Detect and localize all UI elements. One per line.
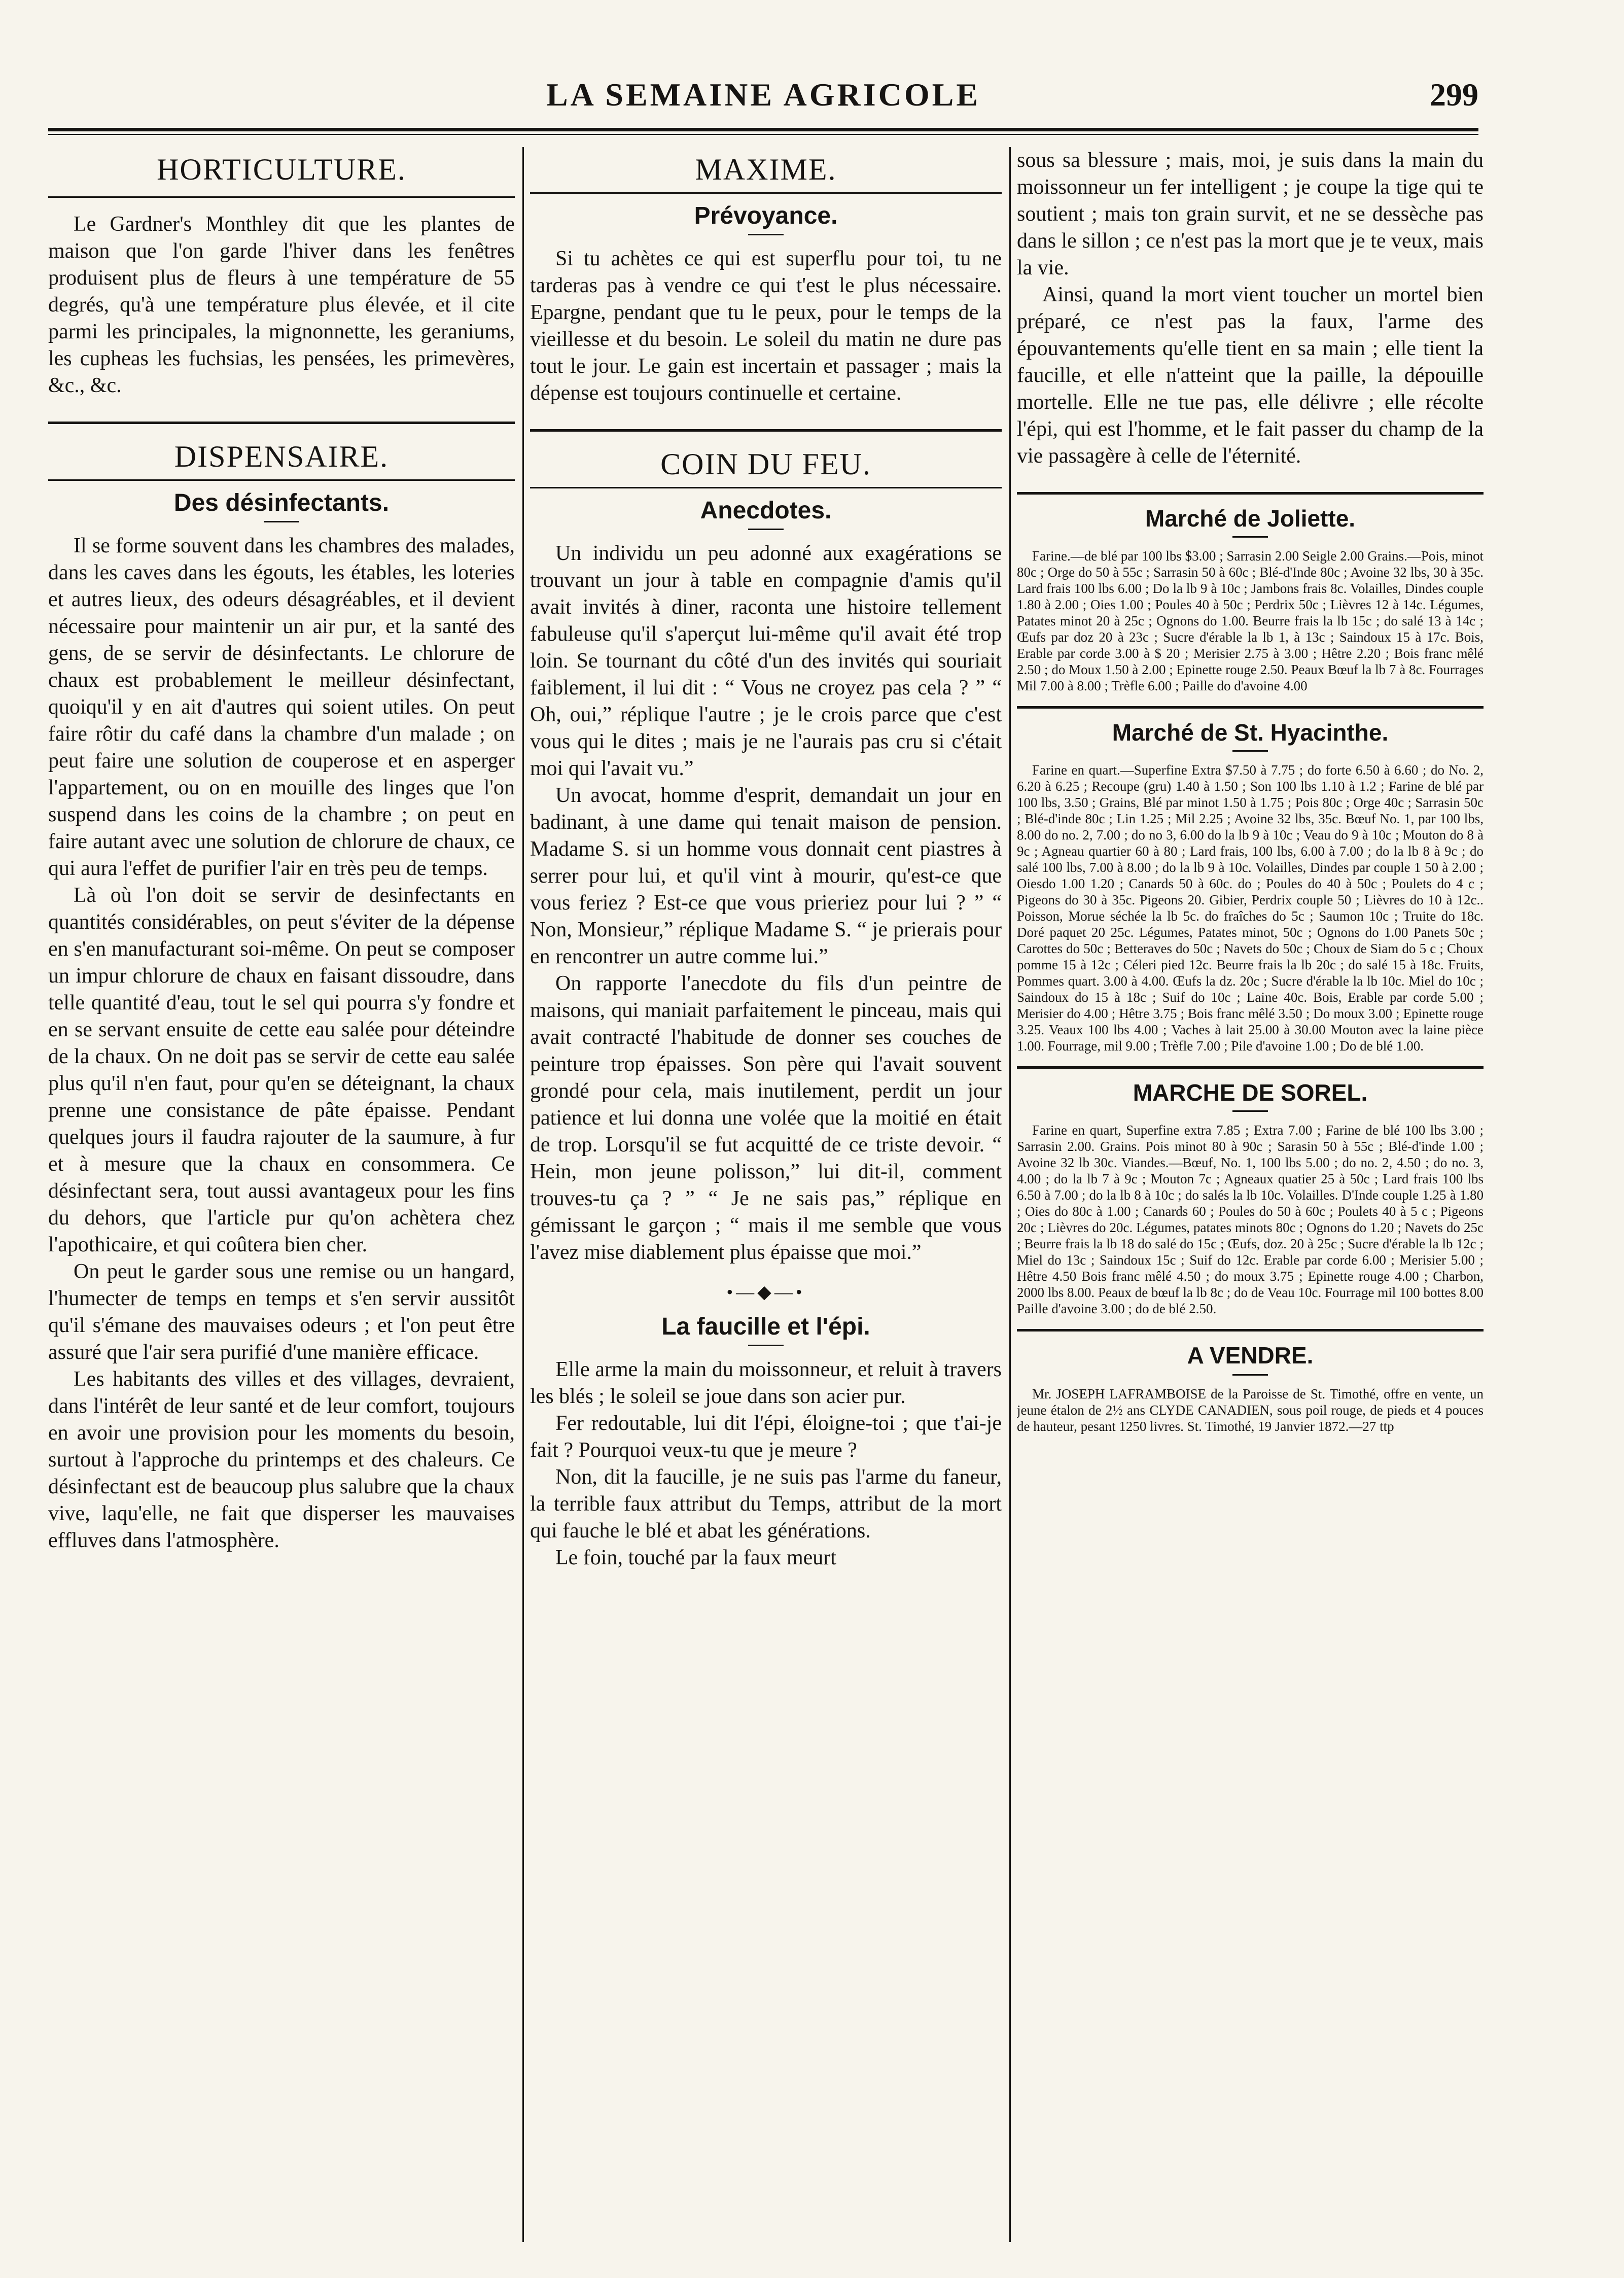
- ornament-divider: •—◆—•: [726, 1282, 805, 1302]
- masthead-rule: [48, 128, 1478, 135]
- article-paragraph: Non, dit la faucille, je ne suis pas l'arme du faneur, la terrible faux attribut du Temps, attribut de la mort qui fauche le blé et abat les générations.: [530, 1465, 1002, 1543]
- section-rule: [48, 196, 515, 198]
- section-rule: [1017, 1329, 1484, 1331]
- section-rule: [530, 429, 1002, 432]
- masthead: [48, 76, 1478, 122]
- title-dash: [748, 1345, 784, 1346]
- article-paragraph: Là où l'on doit se servir de desinfectants en quantités considérables, on peut s'éviter de la dépense en s'en manufacturant soi-même. On peut se composer un impur chlorure de chaux en faisant dissoudre, dans telle quantité d'eau, tout le sel qui pourra s'y fondre et en se servant ensuite de cette eau salée pour déteindre de la chaux. On ne doit pas se servir de cette eau salée plus qu'il n'en faut, pour qu'en se déteignant, la chaux prenne une consistance de pâte épaisse. Pendant quelques jours il faudra rajouter de la saumure, à fur et à mesure que la chaux en consommera. Ce désinfectant sera, tout aussi avantageux pour les fins du dehors, que l'article pur qu'on achètera chez l'apothicaire, et qui coûtera bien cher.: [48, 884, 515, 1256]
- article-paragraph: sous sa blessure ; mais, moi, je suis dans la main du moissonneur un fer intelligent ; je coupe la tige qui te soutient ; mais ton grain survit, et ne se dessèche pas dans le sillon ; ce n'est pas la mort que je te veux, mais la vie.: [1017, 149, 1484, 279]
- notice-title-a-vendre: A VENDRE.: [1187, 1342, 1314, 1369]
- newspaper-title: LA SEMAINE AGRICOLE: [546, 77, 981, 113]
- section-rule: [530, 487, 1002, 488]
- title-dash: [1232, 536, 1268, 538]
- article-paragraph: Elle arme la main du moissonneur, et reluit à travers les blés ; le soleil se joue dans son acier pur.: [530, 1358, 1002, 1408]
- title-dash: [1232, 1110, 1268, 1112]
- section-title-coin-du-feu: COIN DU FEU.: [660, 447, 871, 481]
- column-3: [1017, 147, 1484, 2242]
- title-dash: [748, 529, 784, 530]
- title-dash: [1232, 1374, 1268, 1376]
- article-paragraph: Un individu un peu adonné aux exagérations se trouvant un jour à table en compagnie d'amis qu'il avait invités à diner, raconta une histoire tellement fabuleuse qu'il s'aperçut lui-même qu'il avait été trop loin. Se tournant du côté d'un des invités qui souriait faiblement, il lui dit : “ Vous ne croyez pas cela ? ” “ Oh, oui,” réplique l'autre ; je le crois parce que c'est vous qui le dites ; mais je ne l'aurais pas cru si c'était moi qui l'avait vu.”: [530, 542, 1002, 780]
- page-number: 299: [1430, 77, 1478, 113]
- column-divider: [522, 147, 524, 2242]
- section-title-horticulture: HORTICULTURE.: [157, 153, 406, 186]
- section-title-dispensaire: DISPENSAIRE.: [174, 440, 389, 473]
- article-paragraph: Il se forme souvent dans les chambres des malades, dans les caves dans les égouts, les étables, les loteries et autres lieux, des odeurs désagréables, et il devient nécessaire pour maintenir un air pur, et la santé des gens, de se servir de désinfectants. Le chlorure de chaux est probablement le meilleur désinfectant, quoiqu'il y en ait d'autres qui soient utiles. On peut faire rôtir du café dans la chambre d'un malade ; on peut faire une solution de couperose et en asperger l'appartement, ou on en mouille des linges que l'on suspend dans les coins de la chambre ; on peut en faire autant avec une solution de chlorure de chaux, ce qui aura l'effet de purifier l'air en très peu de temps.: [48, 534, 515, 880]
- article-paragraph: Un avocat, homme d'esprit, demandait un jour en badinant, à une dame qui tenait maison de pension. Madame S. si un homme vous donnait cent piastres à serrer pour lui, et qu'il vint à mourir, qu'est-ce que vous feriez ? Est-ce que vous prieriez pour lui ? ” “ Non, Monsieur,” réplique Madame S. “ je prierais pour en rencontrer un autre comme lui.”: [530, 784, 1002, 968]
- article-paragraph: Les habitants des villes et des villages, devraient, dans l'intérêt de leur santé et de leur comfort, toujours en avoir une provision pour les moments du besoin, surtout à l'approche du printemps et des chaleurs. Ce désinfectant est de beaucoup plus salubre que la chaux vive, laqu'elle, ne fait que disperser les mauvaises effluves dans l'atmosphère.: [48, 1368, 515, 1552]
- market-title-sorel: MARCHE DE SOREL.: [1133, 1079, 1368, 1106]
- market-prices-sorel: Farine en quart, Superfine extra 7.85 ; Extra 7.00 ; Farine de blé 100 lbs 3.00 ; Sarrasin 2.00. Grains. Pois minot 80 à 90c ; Sarasin 50 à 55c ; Blé-d'inde 1.00 ; Avoine 32 lb 30c. Viandes.—Bœuf, No. 1, 100 lbs 5.00 ; do no. 2, 4.50 ; do no. 3, 4.00 ; do la lb 7 à 9c ; Mouton 7c ; Agneaux quatier 25 à 50c ; Lard frais 100 lbs 6.50 à 7.00 ; do la lb 8 à 10c ; do salés la lb 10c. Volailles. D'Inde couple 1.25 à 1.80 ; Oies do 80c à 1.00 ; Canards 60 ; Poules do 50 à 60c ; Poulets 40 à 5 c ; Pigeons 20c ; Lièvres do 20c. Légumes, patates minots 80c ; Ognons do 1.20 ; Navets do 25c ; Beurre frais la lb 18 do salé do 15c ; Œufs, doz. 20 à 25c ; Sucre d'érable la lb 12c ; Miel do 13c ; Saindoux 15c ; Suif do 12c. Erable par corde 6.00 ; Merisier 5.00 ; Hêtre 4.50 Bois franc mêlé 4.50 ; do moux 3.75 ; Epinette rouge 4.00 ; Charbon, 2000 lbs 8.00. Peaux de bœuf la lb 8c ; do de Veau 10c. Fourrage mil 100 bottes 8.00 Paille d'avoine 3.00 ; do de blé 2.50.: [1017, 1123, 1484, 1316]
- article-paragraph: On peut le garder sous une remise ou un hangard, l'humecter de temps en temps et s'en servir aussitôt qu'il s'émane des mauvaises odeurs ; et l'on peut être assuré que l'air sera purifié d'une manière efficace.: [48, 1260, 515, 1364]
- article-maxime: Si tu achètes ce qui est superflu pour toi, tu ne tarderas pas à vendre ce qui t'est le plus nécessaire. Epargne, pendant que tu le peux, pour le temps de la vieillesse et du besoin. Le soleil du matin ne dure pas tout le jour. Le gain est incertain et passager ; mais la dépense est toujours continuelle et certaine.: [530, 247, 1002, 405]
- title-dash: [748, 234, 784, 235]
- article-title-faucille: La faucille et l'épi.: [661, 1313, 870, 1340]
- market-prices-st-hyacinthe: Farine en quart.—Superfine Extra $7.50 à 7.75 ; do forte 6.50 à 6.60 ; do No. 2, 6.20 à 6.25 ; Recoupe (gru) 1.40 à 1.50 ; Son 100 lbs 1.10 à 1.2 ; Farine de blé par 100 lbs, 3.50 ; Grains, Blé par minot 1.50 à 1.75 ; Pois 80c ; Orge 40c ; Sarrasin 50c ; Blé-d'inde 80c ; Lin 1.25 ; Mil 2.25 ; Avoine 32 lbs, 35c. Bœuf No. 1, par 100 lbs, 8.00 do no. 2, 7.00 ; do no 3, 6.00 do la lb 9 à 10c ; Veau do 9 à 10c ; Mouton do 8 à 9c ; Agneau quartier 60 à 80 ; Lard frais, 100 lbs, 6.00 à 7.00 ; do la lb 8 à 9c ; do salé 100 lbs, 7.00 à 8.00 ; do la lb 9 à 10c. Volailles, Dindes par couple 1 50 à 2.00 ; Oiesdo 1.00 1.20 ; Canards 50 à 60c. do ; Poules do 40 à 50c ; Poulets do 4 c ; Pigeons do 30 à 35c. Pigeons 20. Gibier, Perdrix couple 50 ; Lièvres do 10 à 12c.. Poisson, Morue séchée la lb 5c. do fraîches do 5c ; Saumon 10c ; Truite do 18c. Doré paquet 20 25c. Légumes, Patates minot, 50c ; Ognons do 1.00 Panets 50c ; Carottes do 50c ; Betteraves do 50c ; Navets do 50c ; Choux de Siam do 5 c ; Choux pomme 15 à 12c ; Céleri pied 12c. Beurre frais la lb 20c ; do salé 15 à 18c. Fruits, Pommes quart. 3.00 à 4.00. Œufs la dz. 20c ; Sucre d'érable la lb 10c. Miel do 10c ; Saindoux do 15 à 18c ; Suif do 10c ; Laine 40c. Bois, Erable par corde 5.00 ; Merisier do 4.00 ; Hêtre 3.75 ; Bois franc mêlé 3.50 ; Do moux 3.00 ; Epinette rouge 3.25. Veaux 100 lbs 4.00 ; Vaches à lait 25.00 à 30.00 Mouton avec la laine pièce 1.00. Fourrage, mil 9.00 ; Trèfle 7.00 ; Pile d'avoine 1.00 ; Do de blé 1.00.: [1017, 762, 1484, 1054]
- article-paragraph: Fer redoutable, lui dit l'épi, éloigne-toi ; que t'ai-je fait ? Pourquoi veux-tu que je meure ?: [530, 1412, 1002, 1462]
- section-rule: [1017, 492, 1484, 495]
- column-2: [530, 147, 1002, 2242]
- section-title-maxime: MAXIME.: [695, 153, 837, 186]
- section-rule: [1017, 706, 1484, 709]
- market-prices-joliette: Farine.—de blé par 100 lbs $3.00 ; Sarrasin 2.00 Seigle 2.00 Grains.—Pois, minot 80c ; Orge do 50 à 55c ; Sarrasin 50 à 60c ; Blé-d'Inde 80c ; Avoine 32 lbs, 30 à 35c. Lard frais 100 lbs 6.00 ; Do la lb 9 à 10c ; Jambons frais 8c. Volailles, Dindes couple 1.80 à 2.00 ; Oies 1.00 ; Poules 40 à 50c ; Perdrix 50c ; Lièvres 12 à 14c. Légumes, Patates minot 20 à 25c ; Ognons do 1.00. Beurre frais la lb 15c ; do salé 13 à 14c ; Œufs par doz 20 à 23c ; Sucre d'érable la lb 1, à 13c ; Saindoux 15 à 17c. Bois, Erable par corde 3.00 à $ 20 ; Merisier 2.75 à 3.00 ; Hêtre 2.20 ; Bois franc mêlé 2.50 ; do Moux 1.50 à 2.00 ; Epinette rouge 2.50. Peaux Bœuf la lb 7 à 8c. Fourrages Mil 7.00 à 8.00 ; Trèfle 6.00 ; Paille do d'avoine 4.00: [1017, 548, 1484, 693]
- article-horticulture: Le Gardner's Monthley dit que les plantes de maison que l'on garde l'hiver dans les fenêtres produisent plus de fleurs à une température de 55 degrés, qu'à une température plus élevée, et il cite parmi les principales, la mignonnette, les geraniums, les cupheas les fuchsias, les pensées, les primevères, &c., &c.: [48, 213, 515, 397]
- title-dash: [264, 521, 299, 522]
- market-title-st-hyacinthe: Marché de St. Hyacinthe.: [1112, 719, 1389, 746]
- article-title-prevoyance: Prévoyance.: [694, 202, 838, 229]
- title-dash: [1232, 750, 1268, 752]
- column-1: [48, 147, 515, 2242]
- section-rule: [530, 192, 1002, 194]
- article-paragraph: Le foin, touché par la faux meurt: [555, 1546, 836, 1569]
- article-title-anecdotes: Anecdotes.: [700, 497, 832, 524]
- article-paragraph: Ainsi, quand la mort vient toucher un mortel bien préparé, ce n'est pas la faux, l'arme des épouvantements qu'elle tient en sa main ; elle tient la faucille, et elle n'atteint que la paille, la dépouille mortelle. Elle ne tue pas, elle délivre ; elle récolte l'épi, qui est l'homme, et le fait passer du champ de la vie passagère à celle de l'éternité.: [1017, 283, 1484, 468]
- market-title-joliette: Marché de Joliette.: [1145, 505, 1356, 532]
- section-rule: [48, 479, 515, 481]
- article-title-desinfectants: Des désinfectants.: [173, 489, 390, 516]
- section-rule: [48, 422, 515, 424]
- notice-a-vendre: Mr. JOSEPH LAFRAMBOISE de la Paroisse de St. Timothé, offre en vente, un jeune étalon de 2½ ans CLYDE CANADIEN, sous poil rouge, de pieds et 4 pouces de hauteur, pesant 1250 livres. St. Timothé, 19 Janvier 1872.—27 ttp: [1017, 1386, 1484, 1434]
- column-divider: [1009, 147, 1011, 2242]
- section-rule: [1017, 1066, 1484, 1069]
- article-paragraph: On rapporte l'anecdote du fils d'un peintre de maisons, qui maniait parfaitement le pinceau, mais qui avait contracté l'habitude de donner ses couches de peinture trop épaisses. Son père qui l'avait souvent grondé pour cela, mais inutilement, perdit un jour patience et lui donna une volée que la moitié en était de trop. Lorsqu'il se fut acquitté de ce triste devoir. “ Hein, mon jeune polisson,” lui dit-il, comment trouves-tu ça ? ” “ Je ne sais pas,” réplique en gémissant le garçon ; “ mais il me semble que vous l'avez mise diablement plus épaisse que moi.”: [530, 972, 1002, 1264]
